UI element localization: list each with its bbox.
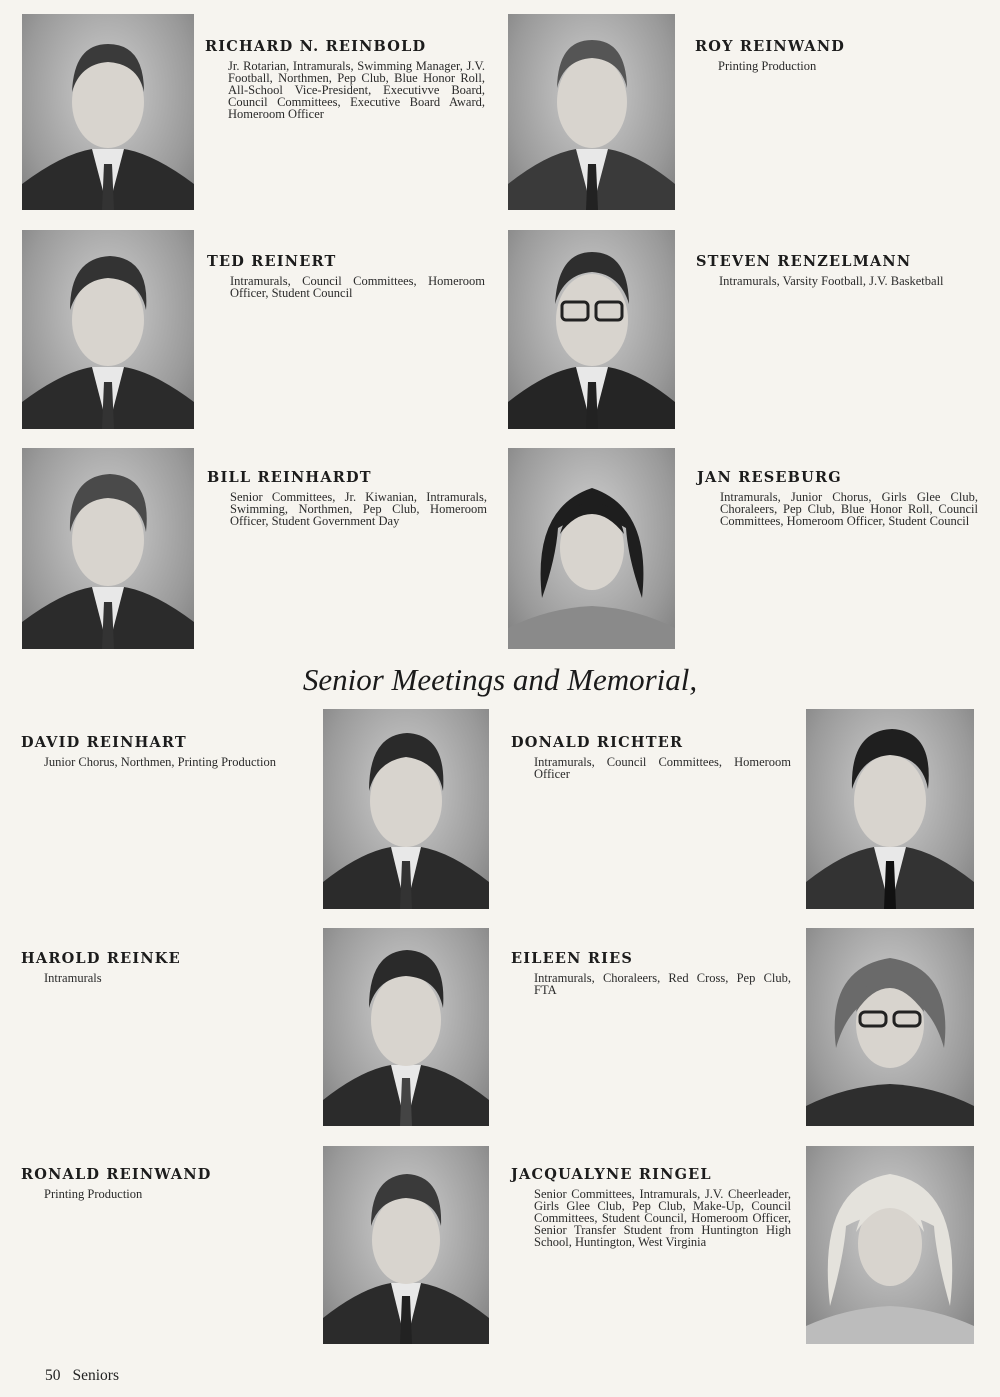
senior-entry xyxy=(21,950,300,984)
senior-activities: Junior Chorus, Northmen, Printing Production xyxy=(44,755,276,769)
page-number: 50 xyxy=(45,1367,61,1384)
senior-name: HAROLD REINKE xyxy=(21,950,181,967)
portrait-photo xyxy=(508,230,675,429)
portrait-photo xyxy=(806,928,974,1126)
portrait-photo xyxy=(323,709,489,909)
portrait-photo xyxy=(323,1146,489,1344)
section-label: Seniors xyxy=(72,1367,119,1384)
senior-activities: Intramurals, Council Committees, Homeroom Officer xyxy=(534,755,791,781)
senior-activities: Senior Committees, Intramurals, J.V. Cheerleader, Girls Glee Club, Pep Club, Make-Up, Council Committees, Student Council, Homeroom Officer, Senior Transfer Student from Huntington High School, Huntington, West Virginia xyxy=(534,1187,791,1249)
senior-name: DAVID REINHART xyxy=(21,734,187,751)
senior-entry xyxy=(697,469,978,527)
senior-entry xyxy=(511,1166,791,1248)
portrait-photo xyxy=(806,709,974,909)
senior-entry xyxy=(205,38,485,120)
senior-activities: Printing Production xyxy=(44,1187,143,1201)
senior-activities: Intramurals, Choraleers, Red Cross, Pep Club, FTA xyxy=(534,971,791,997)
senior-name: RICHARD N. REINBOLD xyxy=(205,38,427,55)
senior-activities: Intramurals, Council Committees, Homeroom Officer, Student Council xyxy=(230,274,485,300)
portrait-photo xyxy=(508,14,675,210)
senior-name: EILEEN RIES xyxy=(511,950,633,967)
senior-activities: Printing Production xyxy=(718,59,817,73)
portrait-photo xyxy=(22,230,194,429)
senior-entry xyxy=(511,950,791,996)
senior-activities: Intramurals, Varsity Football, J.V. Basketball xyxy=(719,274,944,288)
senior-entry xyxy=(695,38,975,72)
senior-name: STEVEN RENZELMANN xyxy=(696,253,912,270)
section-heading: Senior Meetings and Memorial, xyxy=(302,662,698,697)
portrait-photo xyxy=(22,14,194,210)
senior-name: TED REINERT xyxy=(207,253,337,270)
portrait-photo xyxy=(22,448,194,649)
senior-entry xyxy=(511,734,791,780)
portrait-photo xyxy=(806,1146,974,1344)
senior-name: DONALD RICHTER xyxy=(511,734,684,751)
page-footer xyxy=(45,1367,131,1385)
senior-name: RONALD REINWAND xyxy=(21,1166,212,1183)
senior-entry xyxy=(21,734,300,768)
senior-name: JAN RESEBURG xyxy=(697,469,842,486)
senior-name: JACQUALYNE RINGEL xyxy=(511,1166,712,1183)
senior-name: BILL REINHARDT xyxy=(207,469,372,486)
senior-activities: Intramurals xyxy=(44,971,102,985)
senior-activities: Intramurals, Junior Chorus, Girls Glee Club, Choraleers, Pep Club, Blue Honor Roll, Council Committees, Homeroom Officer, Student Council xyxy=(720,490,978,528)
senior-entry xyxy=(207,469,487,527)
senior-entry xyxy=(696,253,976,287)
senior-activities: Senior Committees, Jr. Kiwanian, Intramurals, Swimming, Northmen, Pep Club, Homeroom Officer, Student Government Day xyxy=(230,490,487,528)
portrait-photo xyxy=(508,448,675,649)
senior-entry xyxy=(21,1166,300,1200)
senior-entry xyxy=(207,253,485,299)
senior-activities: Jr. Rotarian, Intramurals, Swimming Manager, J.V. Football, Northmen, Pep Club, Blue Honor Roll, All-School Vice-President, Executivve Board, Council Committees, Executive Board Award, Homeroom Officer xyxy=(228,59,485,121)
portrait-photo xyxy=(323,928,489,1126)
senior-name: ROY REINWAND xyxy=(695,38,846,55)
